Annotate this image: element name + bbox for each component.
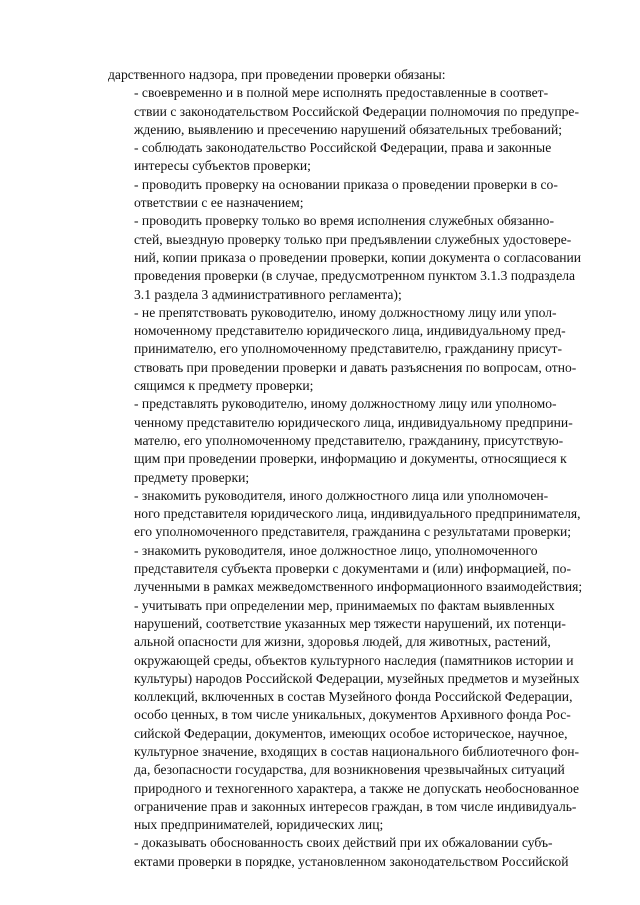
paragraph [108, 304, 608, 395]
text-line: ответствии с ее назначением; [134, 195, 304, 211]
paragraph [108, 139, 608, 176]
text-line: - своевременно и в полной мере исполнять предоставленные в соответ- [134, 85, 549, 101]
paragraph [108, 597, 608, 835]
text-line: ченному представителю юридического лица, индивидуальному предприни- [134, 414, 573, 430]
text-line: окружающей среды, объектов культурного наследия (памятников истории и [134, 652, 574, 668]
text-line: - учитывать при определении мер, принимаемых по фактам выявленных [134, 597, 555, 613]
text-line: ствии с законодательством Российской Федерации полномочия по предупре- [134, 103, 579, 119]
text-line: ний, копии приказа о проведении проверки, копии документа о согласовании [134, 249, 582, 265]
text-line: нарушений, соответствие указанных мер тяжести нарушений, их потенци- [134, 615, 566, 631]
text-line: да, безопасности государства, для возникновения чрезвычайных ситуаций [134, 762, 565, 778]
text-line: - знакомить руководителя, иное должностное лицо, уполномоченного [134, 542, 538, 558]
document-body [108, 66, 608, 871]
text-line: проведения проверки (в случае, предусмотренном пунктом 3.1.3 подраздела [134, 268, 576, 284]
text-line: - проводить проверку только во время исполнения служебных обязанно- [134, 213, 554, 229]
text-line: коллекций, включенных в состав Музейного фонда Российской Федерации, [134, 689, 573, 705]
text-line: мателю, его уполномоченному представителю, гражданину, присутствую- [134, 432, 564, 448]
text-line: лученными в рамках межведомственного информационного взаимодействия; [134, 579, 583, 595]
text-line: 3.1 раздела 3 административного регламента); [134, 286, 402, 302]
text-line: ных предпринимателей, юридических лиц; [134, 817, 384, 833]
text-line: ждению, выявлению и пресечению нарушений обязательных требований; [134, 121, 563, 137]
text-line: альной опасности для жизни, здоровья людей, для животных, растений, [134, 634, 551, 650]
text-line: - соблюдать законодательство Российской Федерации, права и законные [134, 140, 552, 156]
text-line: принимателю, его уполномоченному представителю, гражданину присут- [134, 341, 563, 357]
text-line: - доказывать обоснованность своих действий при их обжаловании субъ- [134, 835, 553, 851]
text-line: природного и техногенного характера, а также не допускать необоснованное [134, 780, 580, 796]
text-line: ограничение прав и законных интересов граждан, в том числе индивидуаль- [134, 798, 577, 814]
paragraph [108, 66, 608, 84]
text-line: ного представителя юридического лица, индивидуального предпринимателя, [134, 506, 581, 522]
paragraph [108, 834, 608, 871]
text-line: культуры) народов Российской Федерации, музейных предметов и музейных [134, 670, 580, 686]
paragraph [108, 542, 608, 597]
text-line: - знакомить руководителя, иного должностного лица или уполномочен- [134, 487, 549, 503]
paragraph [108, 84, 608, 139]
text-line: интересы субъектов проверки; [134, 158, 311, 174]
text-line: особо ценных, в том числе уникальных, документов Архивного фонда Рос- [134, 707, 571, 723]
text-line: щим при проведении проверки, информацию и документы, относящиеся к [134, 451, 567, 467]
text-line: номоченному представителю юридического лица, индивидуальному пред- [134, 323, 566, 339]
text-line: культурное значение, входящих в состав национального библиотечного фон- [134, 743, 580, 759]
paragraph [108, 212, 608, 303]
text-line: дарственного надзора, при проведении проверки обязаны: [108, 67, 446, 82]
text-line: сящимся к предмету проверки; [134, 378, 314, 394]
text-line: ектами проверки в порядке, установленном законодательством Российской [134, 853, 569, 869]
text-line: сийской Федерации, документов, имеющих особое историческое, научное, [134, 725, 568, 741]
text-line: - проводить проверку на основании приказа о проведении проверки в со- [134, 176, 558, 192]
text-line: ствовать при проведении проверки и давать разъяснения по вопросам, отно- [134, 359, 577, 375]
text-line: его уполномоченного представителя, гражданина с результатами проверки; [134, 524, 572, 540]
text-line: предмету проверки; [134, 469, 250, 485]
text-line: - не препятствовать руководителю, иному должностному лицу или упол- [134, 304, 557, 320]
paragraph [108, 395, 608, 486]
text-line: представителя субъекта проверки с документами и (или) информацией, по- [134, 561, 572, 577]
text-line: стей, выездную проверку только при предъявлении служебных удостовере- [134, 231, 572, 247]
paragraph [108, 176, 608, 213]
paragraph [108, 487, 608, 542]
text-line: - представлять руководителю, иному должностному лицу или уполномо- [134, 396, 557, 412]
